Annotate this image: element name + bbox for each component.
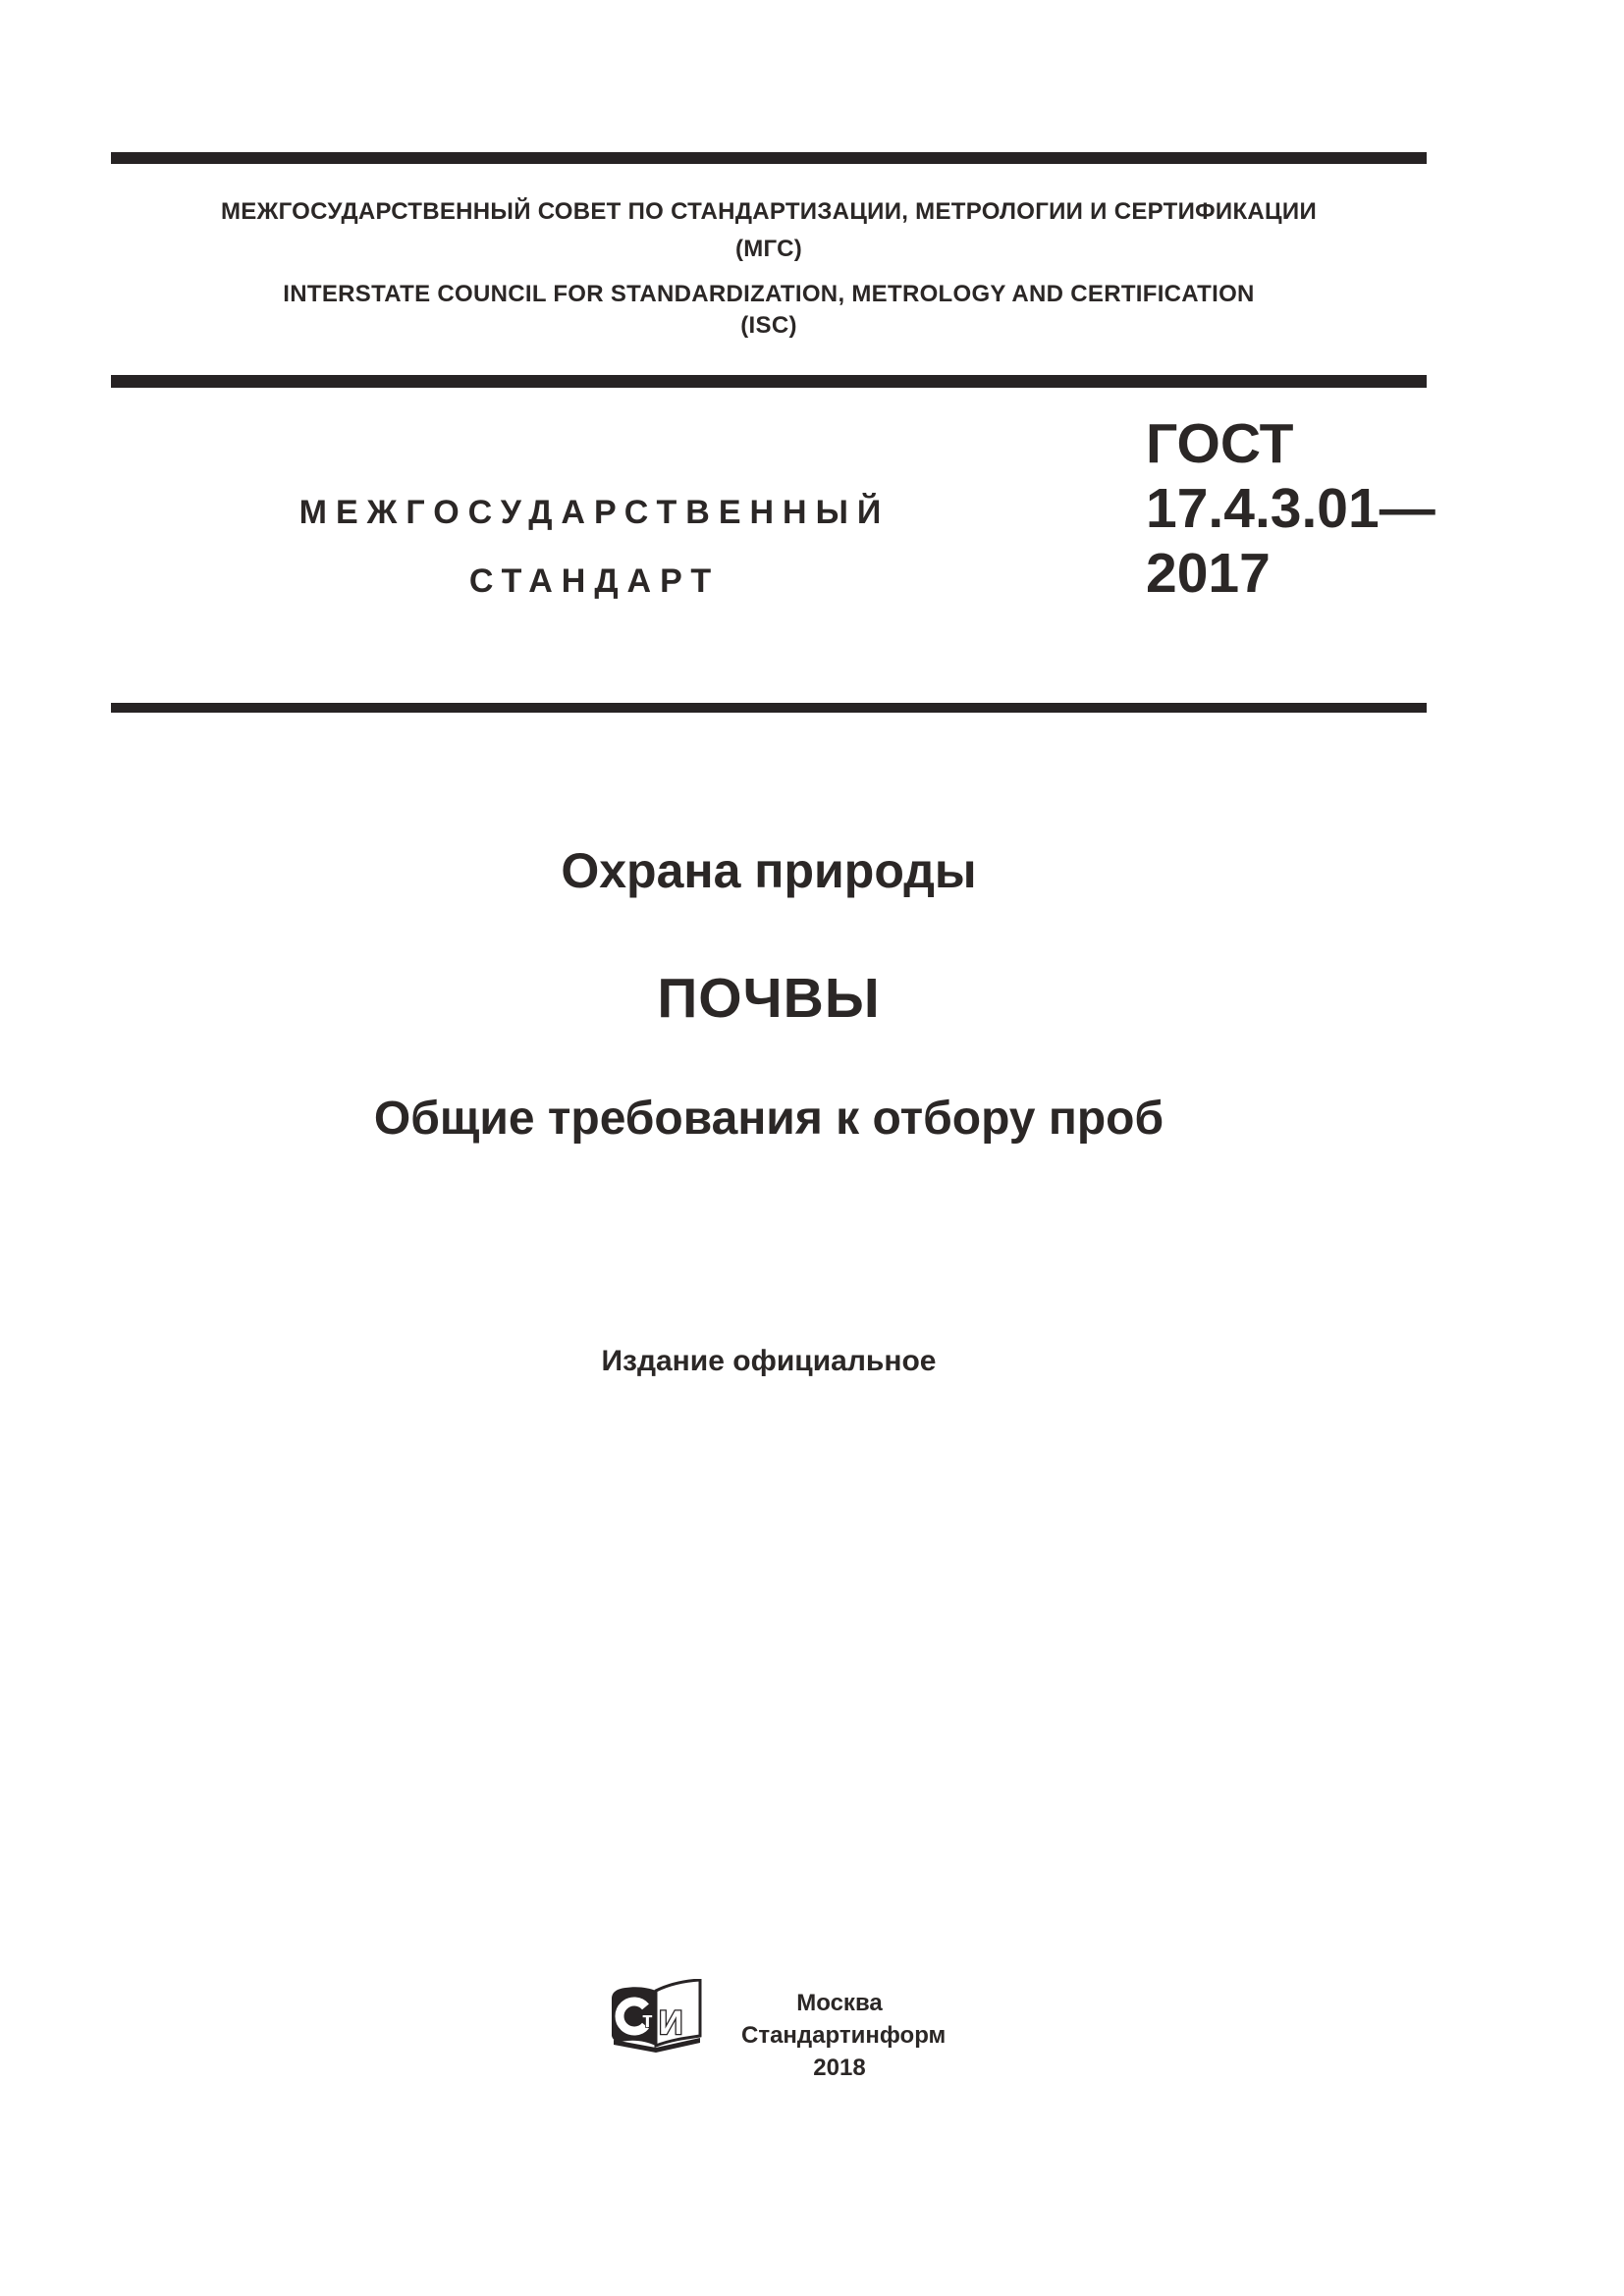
- title-object: ПОЧВЫ: [657, 967, 881, 1030]
- designation-line2: 17.4.3.01—: [1146, 477, 1435, 540]
- standard-designation: [1146, 411, 1435, 606]
- designation-line3: 2017: [1146, 542, 1271, 605]
- divider-bar-lower: [111, 703, 1427, 713]
- edition-note: Издание официальное: [601, 1345, 937, 1377]
- divider-bar-middle: [111, 375, 1427, 388]
- council-abbr-en: (ISC): [740, 312, 797, 339]
- logo-letter-i: И: [659, 2004, 683, 2042]
- council-name-en: INTERSTATE COUNCIL FOR STANDARDIZATION, METROLOGY AND CERTIFICATION: [283, 281, 1255, 307]
- standard-type-line1: МЕЖГОСУДАРСТВЕННЫЙ: [298, 494, 891, 531]
- divider-bar-top: [111, 152, 1427, 164]
- imprint-year: 2018: [813, 2055, 866, 2081]
- standard-type-label: [111, 478, 1078, 615]
- council-name-ru: МЕЖГОСУДАРСТВЕННЫЙ СОВЕТ ПО СТАНДАРТИЗАЦИИ, МЕТРОЛОГИИ И СЕРТИФИКАЦИИ: [220, 198, 1317, 225]
- standard-type-line2: СТАНДАРТ: [468, 562, 721, 600]
- imprint-city: Москва: [796, 1990, 883, 2016]
- standartinform-logo: [608, 1979, 704, 2057]
- title-subtitle: Общие требования к отбору проб: [373, 1093, 1164, 1145]
- imprint-publisher: Стандартинформ: [741, 2022, 947, 2049]
- title-group: Охрана природы: [561, 843, 977, 898]
- council-abbr-ru: (МГС): [734, 236, 803, 262]
- designation-line1: ГОСТ: [1146, 412, 1294, 475]
- imprint-block: [741, 1987, 947, 2084]
- logo-letter-t: т: [642, 2007, 653, 2032]
